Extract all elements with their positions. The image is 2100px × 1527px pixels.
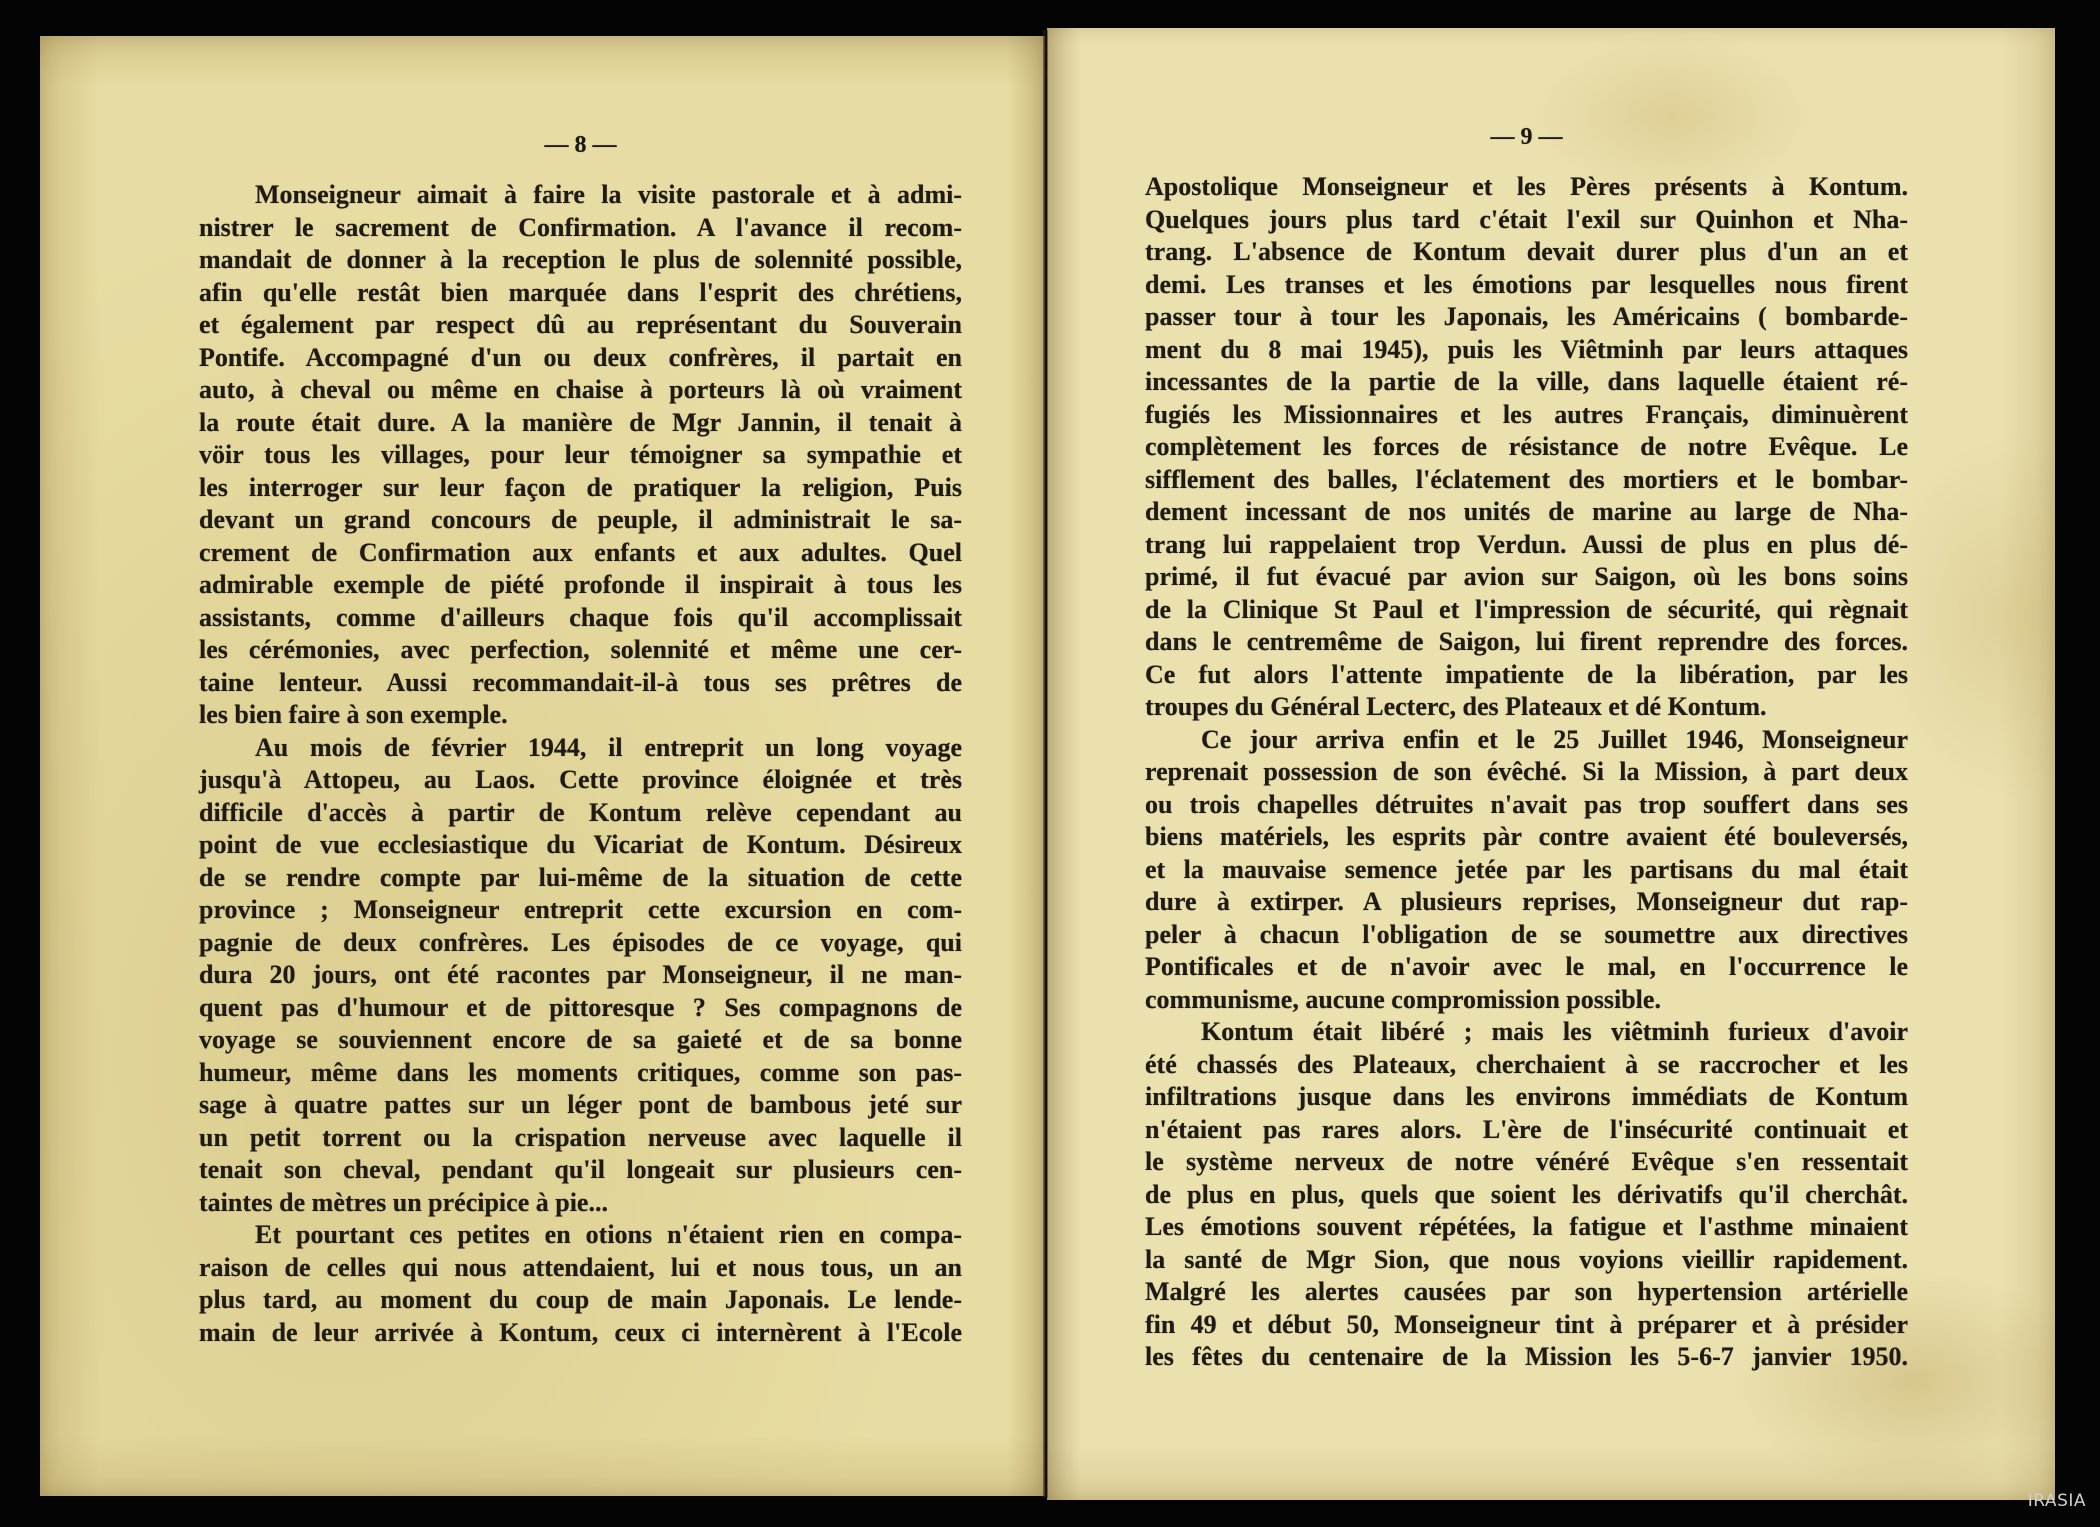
text-line bbox=[1145, 1244, 1908, 1277]
line-text: tenait son cheval, pendant qu'il longeait sur plusieurs cen- bbox=[199, 1155, 962, 1184]
line-text: biens matériels, les esprits pàr contre avaient été bouleversés, bbox=[1145, 822, 1908, 851]
line-text: été chassés des Plateaux, cherchaient à se raccrocher et les bbox=[1145, 1049, 1908, 1079]
line-text: vöir tous les villages, pour leur témoigner sa sympathie et bbox=[199, 440, 962, 469]
line-text: reprenait possession de son évêché. Si la Mission, à part deux bbox=[1145, 757, 1908, 786]
line-text: raison de celles qui nous attendaient, lui et nous tous, un an bbox=[199, 1252, 962, 1282]
text-line bbox=[1145, 789, 1908, 822]
text-line bbox=[1145, 951, 1908, 984]
text-line bbox=[1145, 204, 1908, 237]
line-text: troupes du Général Lecterc, des Plateaux et dé Kontum. bbox=[1145, 692, 1767, 721]
line-text: un petit torrent ou la crispation nerveuse avec laquelle il bbox=[199, 1122, 962, 1152]
page-number: — 9 — bbox=[1490, 124, 1563, 150]
line-text: province ; Monseigneur entreprit cette excursion en com- bbox=[199, 895, 962, 924]
line-text: quent pas d'humour et de pittoresque ? Ses compagnons de bbox=[199, 992, 962, 1022]
line-text: passer tour à tour les Japonais, les Américains ( bombarde- bbox=[1145, 302, 1908, 331]
line-text: voyage se souviennent encore de sa gaieté et de sa bonne bbox=[199, 1025, 962, 1054]
line-text: ment du 8 mai 1945), puis les Viêtminh par leurs attaques bbox=[1145, 334, 1908, 364]
text-line bbox=[1145, 1114, 1908, 1147]
page-left bbox=[40, 36, 1045, 1496]
text-line bbox=[1145, 659, 1908, 692]
text-line bbox=[1145, 431, 1908, 464]
text-line bbox=[199, 959, 962, 992]
line-text: assistants, comme d'ailleurs chaque fois qu'il accomplissait bbox=[199, 602, 962, 632]
text-line bbox=[1145, 171, 1908, 204]
watermark: IRASIA bbox=[2027, 1491, 2086, 1511]
text-line bbox=[199, 927, 962, 960]
page-number: — 8 — bbox=[544, 132, 617, 158]
text-line bbox=[199, 1154, 962, 1187]
text-line bbox=[1145, 1146, 1908, 1179]
line-text: peler à chacun l'obligation de se soumettre aux directives bbox=[1145, 919, 1908, 949]
line-text: Malgré les alertes causées par son hypertension artérielle bbox=[1145, 1277, 1908, 1306]
text-line bbox=[1145, 1081, 1908, 1114]
line-text: mandait de donner à la reception le plus de solennité possible, bbox=[199, 245, 962, 274]
text-line bbox=[1145, 1341, 1908, 1374]
text-column bbox=[199, 179, 962, 1349]
line-text: sage à quatre pattes sur un léger pont de bambous jeté sur bbox=[199, 1090, 962, 1119]
text-line bbox=[199, 634, 962, 667]
line-text: devant un grand concours de peuple, il administrait le sa- bbox=[199, 505, 962, 534]
text-line bbox=[199, 439, 962, 472]
text-line bbox=[1145, 496, 1908, 529]
line-text: difficile d'accès à partir de Kontum relève cependant au bbox=[199, 797, 962, 827]
line-text: ou trois chapelles détruites n'avait pas trop souffert dans ses bbox=[1145, 789, 1908, 819]
line-text: point de vue ecclesiastique du Vicariat de Kontum. Désireux bbox=[199, 830, 962, 859]
text-line bbox=[1145, 756, 1908, 789]
line-text: trang lui rappelaient trop Verdun. Aussi de plus en plus dé- bbox=[1145, 529, 1908, 559]
line-text: taine lenteur. Aussi recommandait-il-à tous ses prêtres de bbox=[199, 667, 962, 697]
text-line bbox=[1145, 691, 1908, 724]
text-line bbox=[1145, 886, 1908, 919]
text-line bbox=[1145, 1016, 1908, 1049]
text-line bbox=[1145, 561, 1908, 594]
text-line bbox=[1145, 594, 1908, 627]
line-text: nistrer le sacrement de Confirmation. A l'avance il recom- bbox=[199, 212, 962, 242]
text-line bbox=[1145, 269, 1908, 302]
text-line bbox=[199, 1317, 962, 1350]
text-line bbox=[199, 1057, 962, 1090]
text-line bbox=[199, 1187, 962, 1220]
line-text: crement de Confirmation aux enfants et aux adultes. Quel bbox=[199, 537, 962, 567]
text-line bbox=[199, 894, 962, 927]
text-line bbox=[199, 992, 962, 1025]
line-text: le système nerveux de notre vénéré Evêque s'en ressentait bbox=[1145, 1147, 1908, 1176]
line-text: demi. Les transes et les émotions par lesquelles nous firent bbox=[1145, 269, 1908, 299]
line-text: Et pourtant ces petites en otions n'étaient rien en compa- bbox=[255, 1220, 962, 1249]
line-text: dure à extirper. A plusieurs reprises, Monseigneur dut rap- bbox=[1145, 887, 1908, 916]
page-right bbox=[1047, 28, 2055, 1500]
text-line bbox=[199, 797, 962, 830]
line-text: Les émotions souvent répétées, la fatigue et l'asthme minaient bbox=[1145, 1212, 1908, 1241]
line-text: infiltrations jusque dans les environs immédiats de Kontum bbox=[1145, 1082, 1908, 1111]
text-line bbox=[199, 699, 962, 732]
line-text: dans le centremême de Saigon, lui firent reprendre des forces. bbox=[1145, 627, 1908, 656]
text-line bbox=[1145, 1049, 1908, 1082]
text-line bbox=[1145, 529, 1908, 562]
line-text: complètement les forces de résistance de notre Evêque. Le bbox=[1145, 432, 1908, 461]
line-text: jusqu'à Attopeu, au Laos. Cette province éloignée et très bbox=[199, 765, 962, 794]
line-text: la route était dure. A la manière de Mgr Jannin, il tenait à bbox=[199, 407, 962, 437]
line-text: Pontife. Accompagné d'un ou deux confrères, il partait en bbox=[199, 342, 962, 372]
line-text: admirable exemple de piété profonde il inspirait à tous les bbox=[199, 570, 962, 599]
text-line bbox=[1145, 366, 1908, 399]
line-text: communisme, aucune compromission possible. bbox=[1145, 984, 1661, 1014]
line-text: n'étaient pas rares alors. L'ère de l'insécurité continuait et bbox=[1145, 1114, 1908, 1144]
line-text: Ce fut alors l'attente impatiente de la libération, par les bbox=[1145, 659, 1908, 689]
line-text: les bien faire à son exemple. bbox=[199, 700, 508, 729]
text-line bbox=[1145, 334, 1908, 367]
line-text: Pontificales et de n'avoir avec le mal, en l'occurrence le bbox=[1145, 952, 1908, 981]
text-line bbox=[199, 179, 962, 212]
text-line bbox=[199, 1284, 962, 1317]
text-line bbox=[1145, 464, 1908, 497]
text-column bbox=[1145, 171, 1908, 1374]
text-line bbox=[1145, 984, 1908, 1017]
text-line bbox=[1145, 301, 1908, 334]
text-line bbox=[1145, 821, 1908, 854]
text-line bbox=[199, 504, 962, 537]
book-gutter bbox=[1043, 30, 1048, 1498]
text-line bbox=[199, 1219, 962, 1252]
text-line bbox=[199, 277, 962, 310]
text-line bbox=[1145, 1179, 1908, 1212]
line-text: de plus en plus, quels que soient les dérivatifs qu'il cherchât. bbox=[1145, 1179, 1908, 1209]
line-text: dement incessant de nos unités de marine au large de Nha- bbox=[1145, 497, 1908, 526]
text-line bbox=[199, 1122, 962, 1155]
line-text: Monseigneur aimait à faire la visite pastorale et à admi- bbox=[255, 180, 962, 209]
text-line bbox=[199, 472, 962, 505]
text-line bbox=[199, 537, 962, 570]
line-text: de la Clinique St Paul et l'impression de sécurité, qui règnait bbox=[1145, 594, 1908, 624]
line-text: de se rendre compte par lui-même de la situation de cette bbox=[199, 862, 962, 892]
text-line bbox=[199, 1024, 962, 1057]
line-text: fin 49 et début 50, Monseigneur tint à préparer et à présider bbox=[1145, 1309, 1908, 1339]
text-line bbox=[199, 732, 962, 765]
line-text: primé, il fut évacué par avion sur Saigon, où les bons soins bbox=[1145, 562, 1908, 591]
line-text: Kontum était libéré ; mais les viêtminh furieux d'avoir bbox=[1201, 1017, 1908, 1046]
text-line bbox=[199, 829, 962, 862]
text-line bbox=[199, 374, 962, 407]
text-line bbox=[199, 244, 962, 277]
line-text: la santé de Mgr Sion, que nous voyions vieillir rapidement. bbox=[1145, 1244, 1908, 1274]
line-text: et la mauvaise semence jetée par les partisans du mal était bbox=[1145, 854, 1908, 884]
text-line bbox=[199, 602, 962, 635]
line-text: Apostolique Monseigneur et les Pères présents à Kontum. bbox=[1145, 172, 1908, 201]
line-text: dura 20 jours, ont été racontes par Monseigneur, il ne man- bbox=[199, 960, 962, 989]
line-text: humeur, même dans les moments critiques, comme son pas- bbox=[199, 1057, 962, 1087]
line-text: trang. L'absence de Kontum devait durer plus d'un an et bbox=[1145, 237, 1908, 266]
text-line bbox=[1145, 1276, 1908, 1309]
line-text: main de leur arrivée à Kontum, ceux ci internèrent à l'Ecole bbox=[199, 1317, 962, 1347]
text-line bbox=[199, 1089, 962, 1122]
text-line bbox=[1145, 1211, 1908, 1244]
text-line bbox=[199, 862, 962, 895]
text-line bbox=[1145, 919, 1908, 952]
line-text: auto, à cheval ou même en chaise à porteurs là où vraiment bbox=[199, 375, 962, 404]
line-text: Au mois de février 1944, il entreprit un long voyage bbox=[255, 732, 962, 762]
line-text: et également par respect dû au représentant du Souverain bbox=[199, 310, 962, 339]
line-text: sifflement des balles, l'éclatement des mortiers et le bombar- bbox=[1145, 464, 1908, 494]
text-line bbox=[199, 569, 962, 602]
text-line bbox=[199, 764, 962, 797]
line-text: taintes de mètres un précipice à pie... bbox=[199, 1187, 608, 1217]
line-text: incessantes de la partie de la ville, dans laquelle étaient ré- bbox=[1145, 367, 1908, 396]
line-text: pagnie de deux confrères. Les épisodes de ce voyage, qui bbox=[199, 927, 962, 957]
text-line bbox=[1145, 724, 1908, 757]
text-line bbox=[199, 667, 962, 700]
line-text: plus tard, au moment du coup de main Japonais. Le lende- bbox=[199, 1285, 962, 1314]
text-line bbox=[1145, 626, 1908, 659]
text-line bbox=[1145, 236, 1908, 269]
text-line bbox=[199, 342, 962, 375]
line-text: afin qu'elle restât bien marquée dans l'esprit des chrétiens, bbox=[199, 277, 962, 307]
text-line bbox=[1145, 854, 1908, 887]
text-line bbox=[1145, 399, 1908, 432]
line-text: les fêtes du centenaire de la Mission les 5-6-7 janvier 1950. bbox=[1145, 1342, 1908, 1371]
text-line bbox=[1145, 1309, 1908, 1342]
line-text: fugiés les Missionnaires et les autres Français, diminuèrent bbox=[1145, 399, 1908, 429]
text-line bbox=[199, 309, 962, 342]
line-text: les cérémonies, avec perfection, solennité et même une cer- bbox=[199, 635, 962, 664]
line-text: les interroger sur leur façon de pratiquer la religion, Puis bbox=[199, 472, 962, 502]
line-text: Ce jour arriva enfin et le 25 Juillet 1946, Monseigneur bbox=[1201, 724, 1908, 754]
text-line bbox=[199, 1252, 962, 1285]
text-line bbox=[199, 212, 962, 245]
line-text: Quelques jours plus tard c'était l'exil sur Quinhon et Nha- bbox=[1145, 204, 1908, 234]
text-line bbox=[199, 407, 962, 440]
